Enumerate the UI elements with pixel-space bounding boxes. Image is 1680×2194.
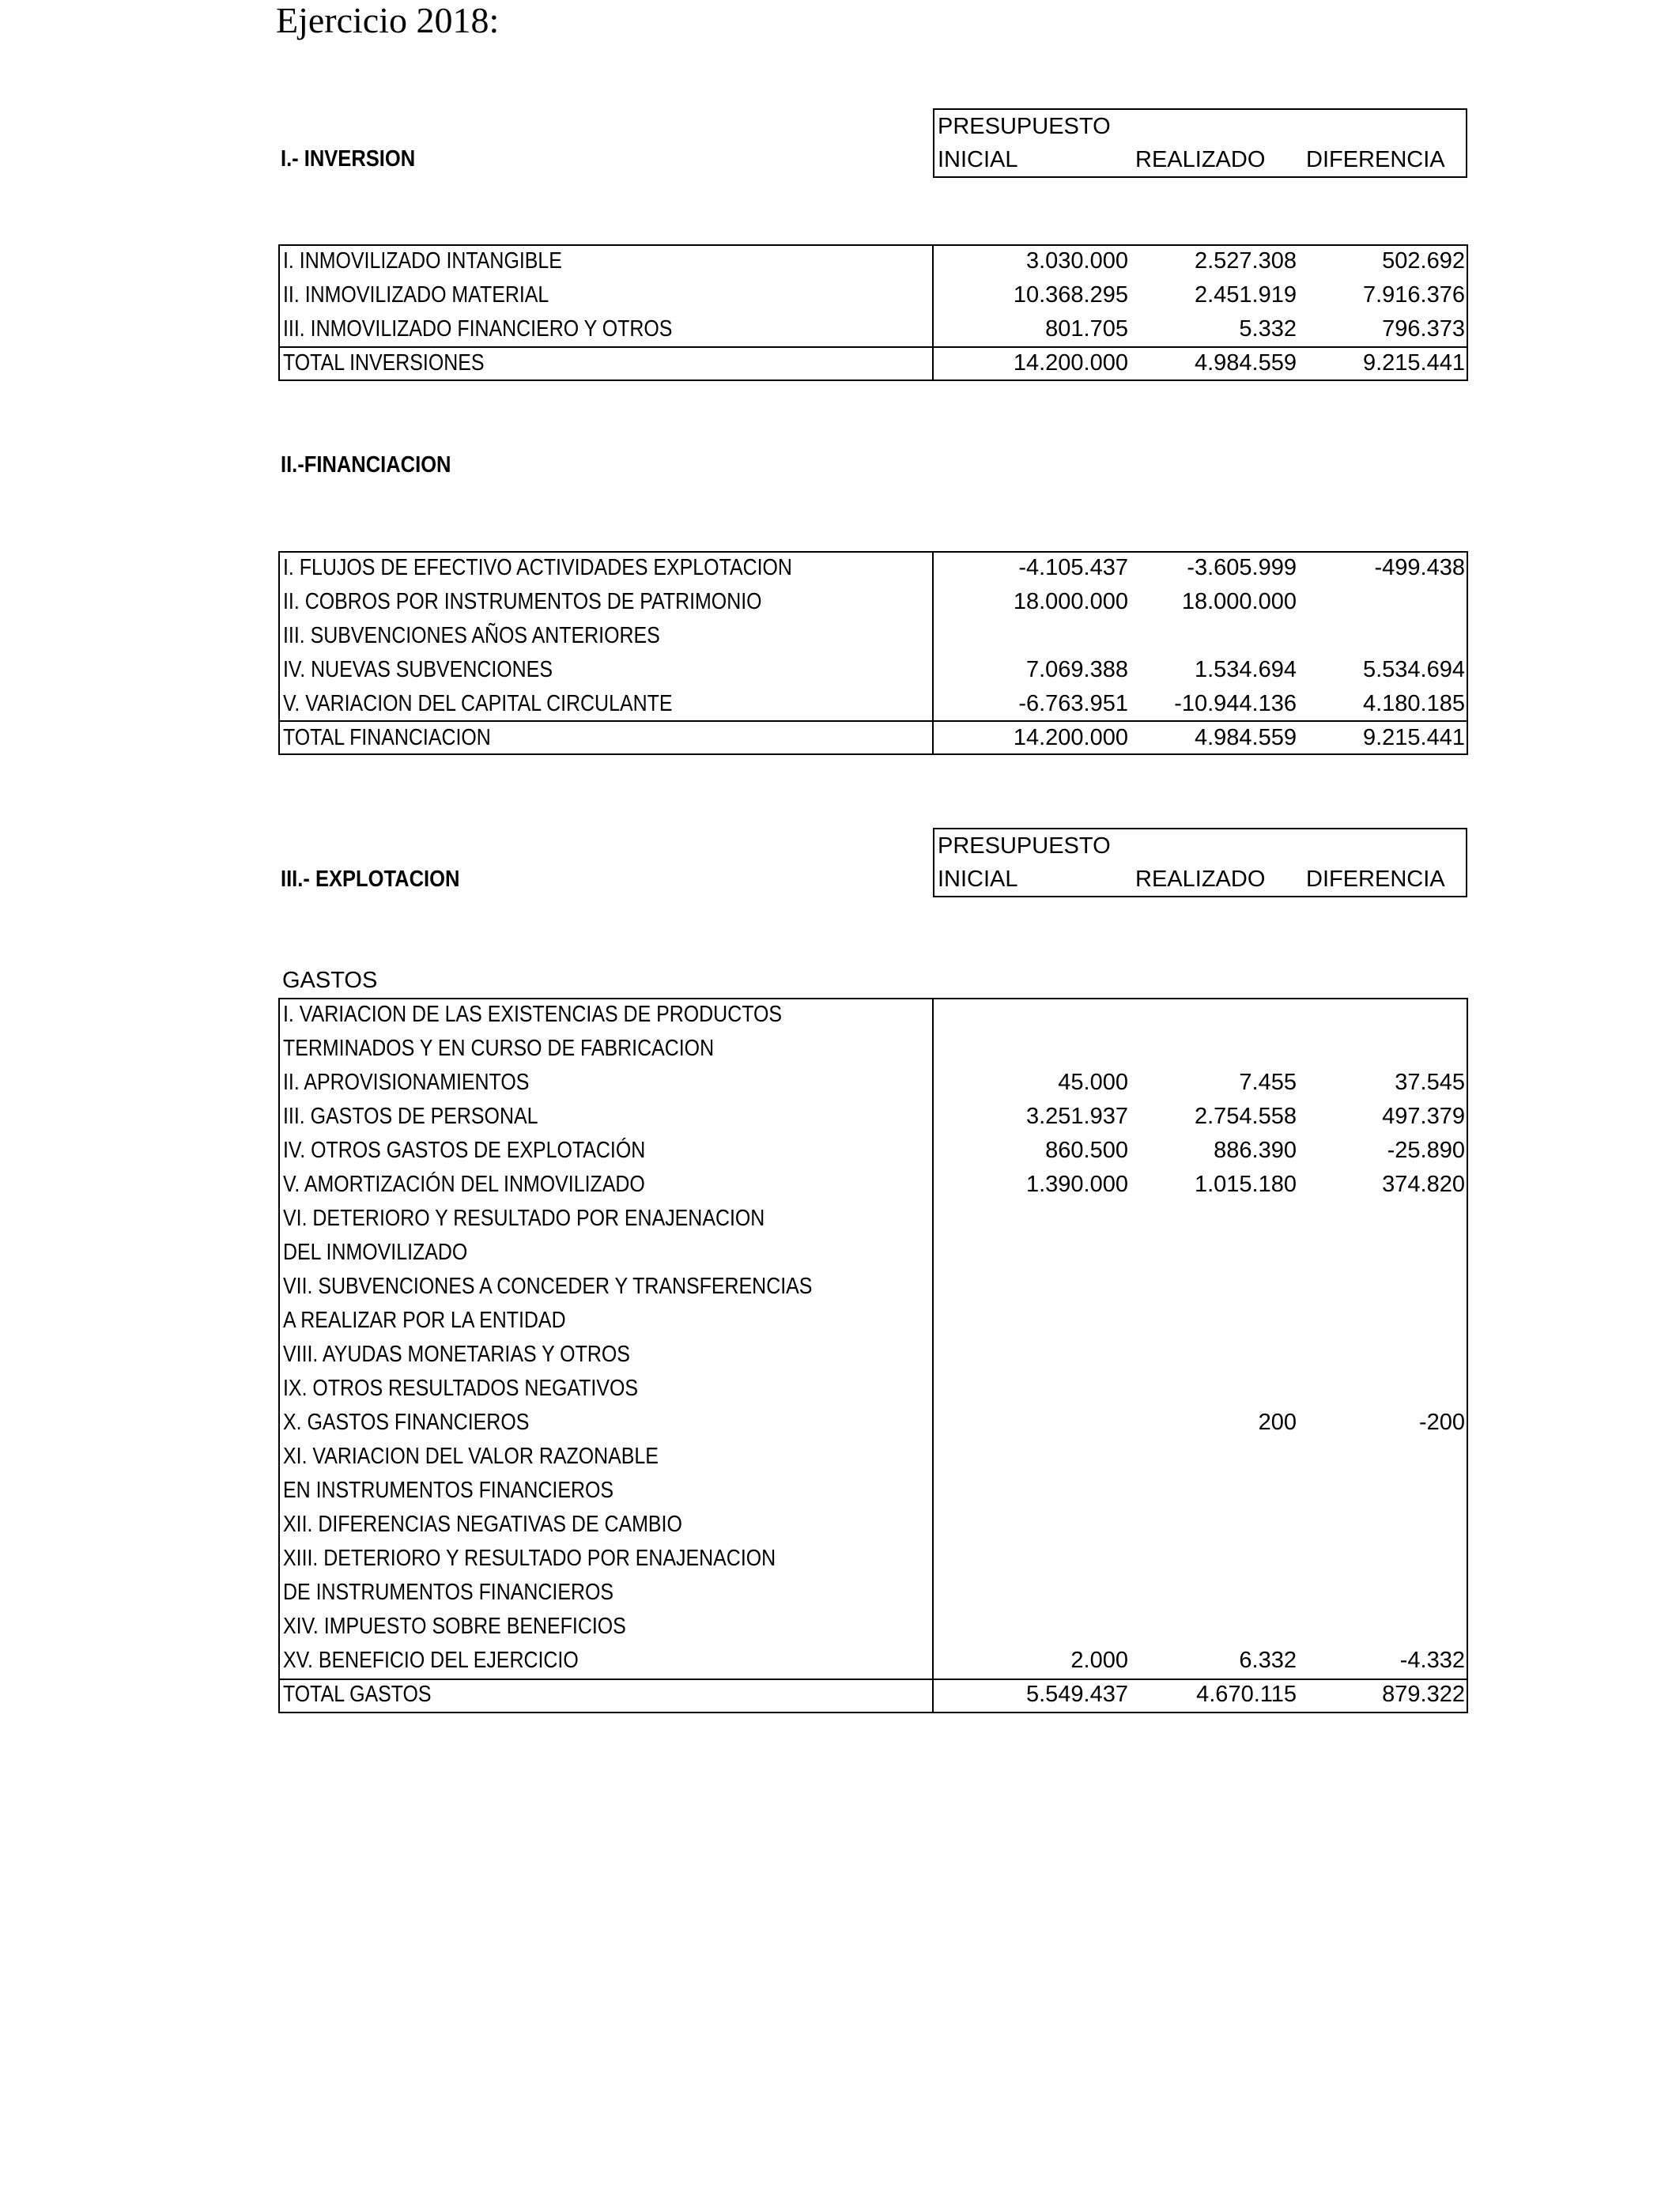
table-inversion [278, 244, 1468, 381]
total-row [278, 1678, 1468, 1712]
table-row [278, 1372, 1468, 1406]
cell-realizado: 4.984.559 [1194, 350, 1297, 376]
cell-realizado: 2.754.558 [1194, 1104, 1297, 1129]
total-row [278, 346, 1468, 380]
row-label: DE INSTRUMENTOS FINANCIEROS [283, 1580, 614, 1605]
row-label: A REALIZAR POR LA ENTIDAD [283, 1308, 566, 1333]
row-label: TOTAL INVERSIONES [283, 350, 485, 376]
row-label: II. COBROS POR INSTRUMENTOS DE PATRIMONIO [283, 589, 762, 614]
table-row [278, 1576, 1468, 1610]
row-label: II. INMOVILIZADO MATERIAL [283, 282, 549, 308]
header-box-explotacion [933, 828, 1467, 897]
table-row [278, 1440, 1468, 1474]
header-box-inversion [933, 108, 1467, 178]
cell-realizado: 2.527.308 [1194, 248, 1297, 274]
cell-realizado: 1.534.694 [1194, 657, 1297, 682]
row-label: TERMINADOS Y EN CURSO DE FABRICACION [283, 1036, 715, 1061]
row-label: III. SUBVENCIONES AÑOS ANTERIORES [283, 623, 660, 648]
table-row [278, 1338, 1468, 1372]
row-label: VI. DETERIORO Y RESULTADO POR ENAJENACION [283, 1206, 765, 1231]
cell-inicial: 10.368.295 [1013, 282, 1128, 308]
table-row [278, 619, 1468, 653]
table-row [278, 653, 1468, 687]
cell-inicial: 860.500 [1045, 1138, 1128, 1163]
cell-realizado: 7.455 [1239, 1070, 1297, 1095]
row-label: EN INSTRUMENTOS FINANCIEROS [283, 1478, 614, 1503]
table-row [278, 1100, 1468, 1134]
table-row [278, 278, 1468, 312]
cell-diferencia: 5.534.694 [1362, 657, 1465, 682]
table-row [278, 1406, 1468, 1440]
row-label: I. FLUJOS DE EFECTIVO ACTIVIDADES EXPLOTACION [283, 555, 792, 580]
row-label: VII. SUBVENCIONES A CONCEDER Y TRANSFERENCIAS [283, 1274, 813, 1299]
section-title-explotacion: III.- EXPLOTACION [281, 867, 460, 892]
row-label: VIII. AYUDAS MONETARIAS Y OTROS [283, 1342, 630, 1367]
cell-realizado: 2.451.919 [1194, 282, 1297, 308]
table-row [278, 1610, 1468, 1644]
header-presupuesto: PRESUPUESTO [938, 833, 1111, 859]
row-label: X. GASTOS FINANCIEROS [283, 1410, 530, 1435]
cell-realizado: 1.015.180 [1194, 1172, 1297, 1197]
header-diferencia: DIFERENCIA [1306, 867, 1445, 892]
table-row [278, 585, 1468, 619]
table-row [278, 1236, 1468, 1270]
cell-diferencia: 9.215.441 [1362, 350, 1465, 376]
cell-diferencia: 497.379 [1382, 1104, 1465, 1129]
total-row [278, 721, 1468, 755]
cell-realizado: 4.670.115 [1196, 1682, 1297, 1707]
table-row [278, 687, 1468, 721]
cell-diferencia: 9.215.441 [1362, 725, 1465, 750]
table-row [278, 1032, 1468, 1066]
cell-inicial: 3.030.000 [1025, 248, 1128, 274]
row-label: XIV. IMPUESTO SOBRE BENEFICIOS [283, 1614, 626, 1639]
cell-diferencia: 796.373 [1382, 316, 1465, 342]
cell-diferencia: -4.332 [1399, 1648, 1465, 1673]
cell-diferencia: -25.890 [1387, 1138, 1465, 1163]
section-title-inversion: I.- INVERSION [281, 146, 416, 172]
row-label: V. VARIACION DEL CAPITAL CIRCULANTE [283, 691, 673, 716]
cell-realizado: 5.332 [1239, 316, 1297, 342]
table-row [278, 551, 1468, 585]
cell-inicial: 14.200.000 [1013, 350, 1128, 376]
header-inicial: INICIAL [938, 147, 1018, 172]
row-label: TOTAL FINANCIACION [283, 725, 491, 750]
table-row [278, 312, 1468, 346]
header-diferencia: DIFERENCIA [1306, 147, 1445, 172]
row-label: IX. OTROS RESULTADOS NEGATIVOS [283, 1376, 639, 1401]
table-row [278, 1270, 1468, 1304]
header-realizado: REALIZADO [1135, 147, 1266, 172]
cell-diferencia: 502.692 [1382, 248, 1465, 274]
cell-inicial: -6.763.951 [1018, 691, 1128, 716]
table-gastos [278, 998, 1468, 1713]
cell-inicial: 801.705 [1045, 316, 1128, 342]
row-label: IV. NUEVAS SUBVENCIONES [283, 657, 553, 682]
cell-diferencia: 7.916.376 [1362, 282, 1465, 308]
row-label: II. APROVISIONAMIENTOS [283, 1070, 530, 1095]
table-row [278, 1168, 1468, 1202]
cell-realizado: -3.605.999 [1187, 555, 1297, 580]
row-label: TOTAL GASTOS [283, 1682, 432, 1707]
row-label: I. VARIACION DE LAS EXISTENCIAS DE PRODUCTOS [283, 1002, 783, 1027]
row-label: XV. BENEFICIO DEL EJERCICIO [283, 1648, 579, 1673]
cell-diferencia: -200 [1418, 1410, 1465, 1435]
cell-diferencia: 374.820 [1382, 1172, 1465, 1197]
cell-inicial: 18.000.000 [1013, 589, 1128, 614]
cell-realizado: 18.000.000 [1181, 589, 1297, 614]
table-row [278, 998, 1468, 1032]
cell-inicial: 5.549.437 [1025, 1682, 1128, 1707]
header-presupuesto: PRESUPUESTO [938, 114, 1111, 139]
cell-diferencia: 879.322 [1382, 1682, 1465, 1707]
table-row [278, 1304, 1468, 1338]
table-row [278, 244, 1468, 278]
row-label: XIII. DETERIORO Y RESULTADO POR ENAJENACION [283, 1546, 776, 1571]
cell-realizado: 4.984.559 [1194, 725, 1297, 750]
cell-diferencia: -499.438 [1374, 555, 1465, 580]
table-row [278, 1542, 1468, 1576]
table-row [278, 1644, 1468, 1678]
table-row [278, 1066, 1468, 1100]
page-title: Ejercicio 2018: [276, 0, 500, 40]
cell-inicial: 2.000 [1070, 1648, 1128, 1673]
cell-realizado: 200 [1258, 1410, 1297, 1435]
header-inicial: INICIAL [938, 867, 1018, 892]
row-label: DEL INMOVILIZADO [283, 1240, 468, 1265]
row-label: III. INMOVILIZADO FINANCIERO Y OTROS [283, 316, 673, 342]
table-row [278, 1134, 1468, 1168]
section-title-financiacion: II.-FINANCIACION [281, 452, 451, 478]
cell-realizado: 886.390 [1214, 1138, 1297, 1163]
row-label: IV. OTROS GASTOS DE EXPLOTACIÓN [283, 1138, 646, 1163]
cell-realizado: 6.332 [1239, 1648, 1297, 1673]
cell-inicial: 14.200.000 [1013, 725, 1128, 750]
cell-inicial: 45.000 [1058, 1070, 1128, 1095]
table-row [278, 1508, 1468, 1542]
row-label: XI. VARIACION DEL VALOR RAZONABLE [283, 1444, 659, 1469]
cell-diferencia: 37.545 [1395, 1070, 1465, 1095]
table-row [278, 1202, 1468, 1236]
cell-inicial: 7.069.388 [1025, 657, 1128, 682]
table-row [278, 1474, 1468, 1508]
cell-inicial: -4.105.437 [1018, 555, 1128, 580]
row-label: III. GASTOS DE PERSONAL [283, 1104, 538, 1129]
row-label: V. AMORTIZACIÓN DEL INMOVILIZADO [283, 1172, 645, 1197]
gastos-title: GASTOS [282, 968, 378, 993]
row-label: XII. DIFERENCIAS NEGATIVAS DE CAMBIO [283, 1512, 682, 1537]
cell-inicial: 3.251.937 [1025, 1104, 1128, 1129]
cell-realizado: -10.944.136 [1174, 691, 1297, 716]
cell-diferencia: 4.180.185 [1362, 691, 1465, 716]
cell-inicial: 1.390.000 [1025, 1172, 1128, 1197]
row-label: I. INMOVILIZADO INTANGIBLE [283, 248, 562, 274]
table-financiacion [278, 551, 1468, 755]
header-realizado: REALIZADO [1135, 867, 1266, 892]
